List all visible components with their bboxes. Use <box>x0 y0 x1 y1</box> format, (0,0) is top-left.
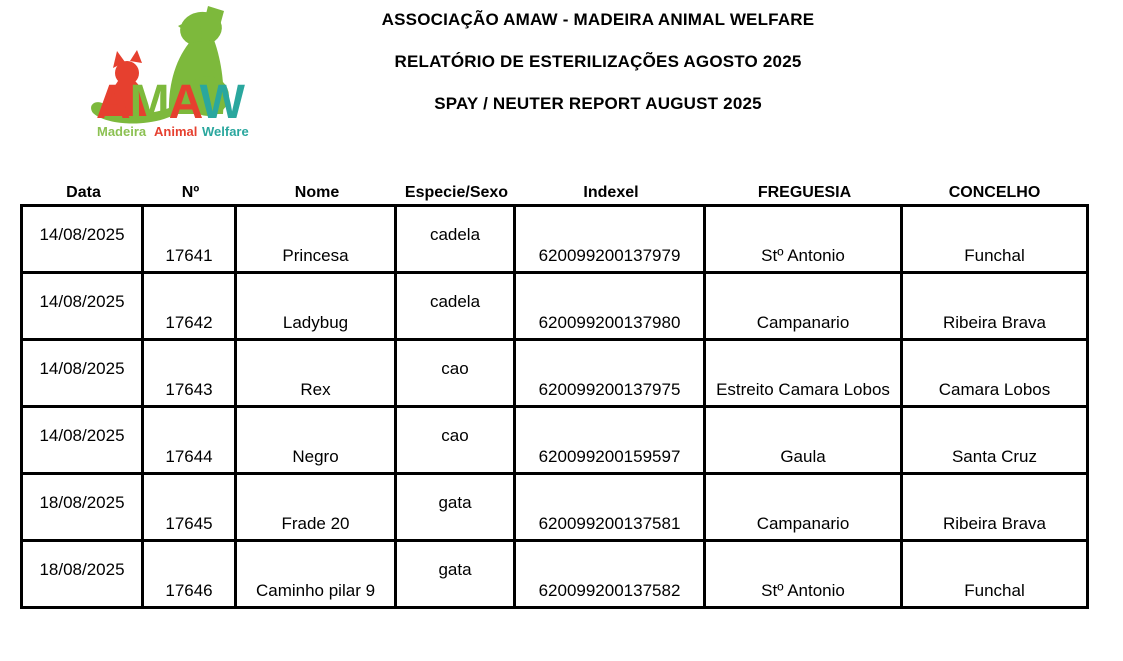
cell-numero: 17644 <box>144 408 237 472</box>
column-header-especie: Especie/Sexo <box>404 184 509 201</box>
table-header-row <box>20 184 1089 203</box>
cell-data: 14/08/2025 <box>23 274 144 338</box>
column-header-data: Data <box>66 184 101 201</box>
report-title-line3: SPAY / NEUTER REPORT AUGUST 2025 <box>434 94 762 113</box>
cell-nome: Rex <box>237 341 397 405</box>
report-title-line2: RELATÓRIO DE ESTERILIZAÇÕES AGOSTO 2025 <box>394 52 802 71</box>
cell-concelho: Ribeira Brava <box>943 514 1046 533</box>
cell-freguesia: Stº Antonio <box>706 207 903 271</box>
cell-freguesia: Estreito Camara Lobos <box>706 341 903 405</box>
logo-letter: A <box>168 76 200 129</box>
cell-freguesia: Gaula <box>706 408 903 472</box>
table-row <box>23 408 1086 475</box>
cell-concelho: Funchal <box>964 246 1025 265</box>
table-row <box>23 475 1086 542</box>
table-row <box>23 207 1086 274</box>
table-row <box>23 341 1086 408</box>
cell-especie-sexo: cao <box>397 341 516 405</box>
cell-nome: Princesa <box>237 207 397 271</box>
logo-letter: A <box>96 76 130 129</box>
report-title-line1: ASSOCIAÇÃO AMAW - MADEIRA ANIMAL WELFARE <box>381 10 815 29</box>
column-header-nome: Nome <box>294 184 340 201</box>
cell-freguesia: Campanario <box>706 475 903 539</box>
table-row <box>23 542 1086 606</box>
report-table <box>20 184 1089 609</box>
cell-data: 14/08/2025 <box>23 408 144 472</box>
cell-especie-sexo: cadela <box>397 274 516 338</box>
cell-especie-sexo: cadela <box>397 207 516 271</box>
tagline-word: Welfare <box>202 124 249 139</box>
column-header-freguesia: FREGUESIA <box>757 184 852 201</box>
cell-concelho: Santa Cruz <box>951 447 1038 466</box>
cell-data: 18/08/2025 <box>23 475 144 539</box>
cell-indexel: 620099200137979 <box>516 207 706 271</box>
tagline-word: Madeira <box>97 124 147 139</box>
table-row <box>23 274 1086 341</box>
cell-freguesia: Stº Antonio <box>706 542 903 606</box>
cell-data: 14/08/2025 <box>23 207 144 271</box>
cell-nome: Ladybug <box>237 274 397 338</box>
cell-numero: 17642 <box>144 274 237 338</box>
logo-letter: W <box>199 76 244 129</box>
cell-nome: Negro <box>237 408 397 472</box>
cell-nome: Frade 20 <box>237 475 397 539</box>
cell-indexel: 620099200137980 <box>516 274 706 338</box>
cell-especie-sexo: gata <box>397 475 516 539</box>
cell-nome: Caminho pilar 9 <box>237 542 397 606</box>
cell-concelho: Camara Lobos <box>938 380 1051 399</box>
cell-data: 14/08/2025 <box>23 341 144 405</box>
cell-indexel: 620099200159597 <box>516 408 706 472</box>
column-header-concelho: CONCELHO <box>948 184 1041 201</box>
column-header-numero: Nº <box>181 184 200 201</box>
cell-especie-sexo: gata <box>397 542 516 606</box>
cell-concelho: Ribeira Brava <box>943 313 1046 332</box>
cell-numero: 17643 <box>144 341 237 405</box>
cell-especie-sexo: cao <box>397 408 516 472</box>
logo-letter: M <box>129 76 169 129</box>
tagline-word: Animal <box>154 124 198 139</box>
cell-indexel: 620099200137581 <box>516 475 706 539</box>
table-body <box>20 204 1089 609</box>
cell-indexel: 620099200137975 <box>516 341 706 405</box>
cell-concelho: Funchal <box>964 581 1025 600</box>
amaw-logo <box>72 2 257 144</box>
logo-wordmark <box>96 76 246 129</box>
cell-numero: 17646 <box>144 542 237 606</box>
cell-numero: 17645 <box>144 475 237 539</box>
logo-tagline <box>97 124 249 139</box>
cell-freguesia: Campanario <box>706 274 903 338</box>
cell-indexel: 620099200137582 <box>516 542 706 606</box>
column-header-indexel: Indexel <box>583 184 639 201</box>
cell-numero: 17641 <box>144 207 237 271</box>
cell-data: 18/08/2025 <box>23 542 144 606</box>
